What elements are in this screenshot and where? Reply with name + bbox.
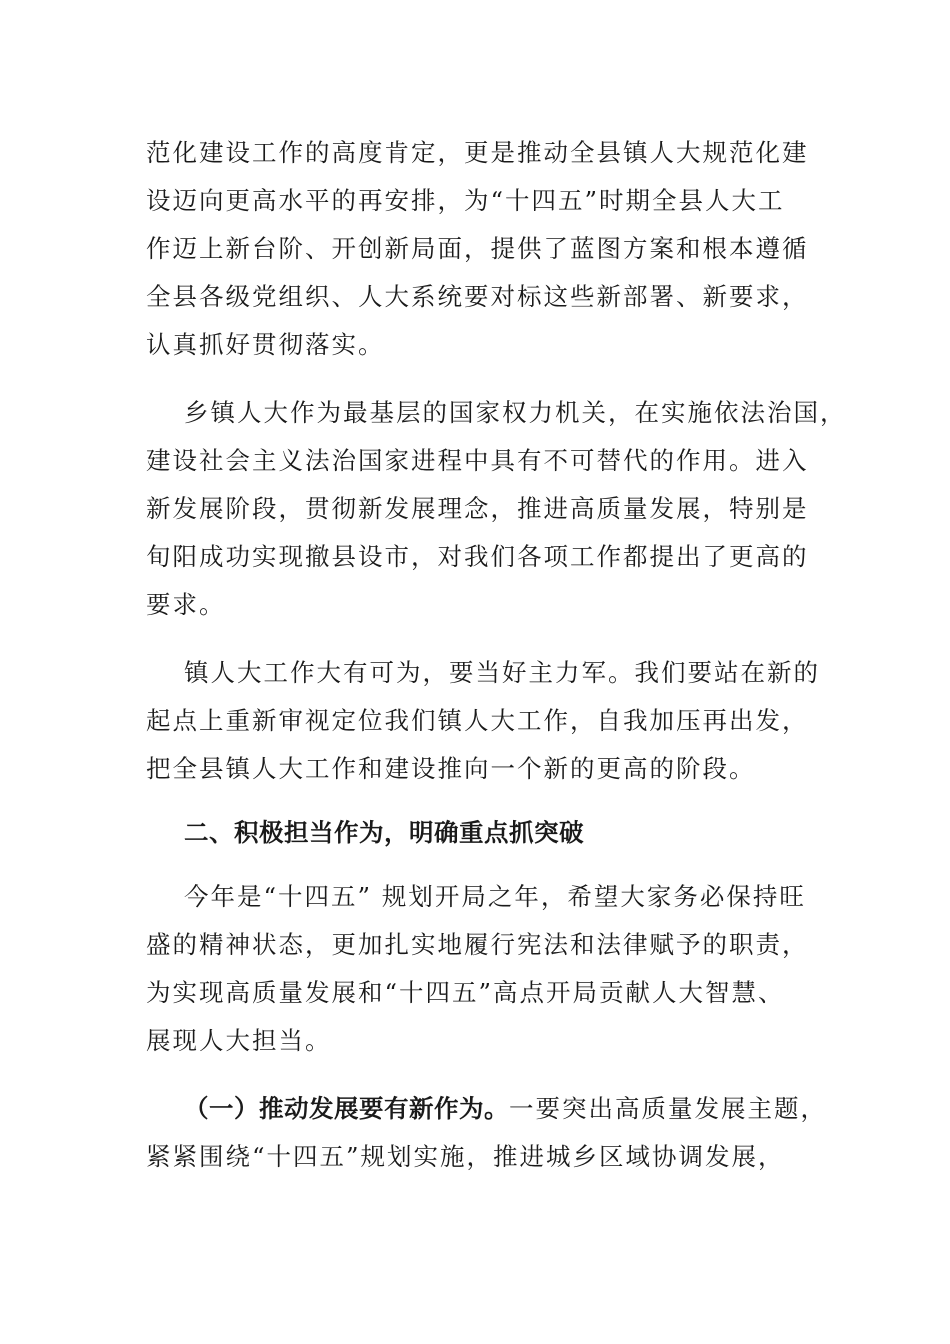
subheading-rest: 一要突出高质量发展主题， <box>509 1094 827 1123</box>
paragraph-line: 盛的精神状态，更加扎实地履行宪法和法律赋予的职责， <box>146 930 809 959</box>
paragraph-line: 设迈向更高水平的再安排，为“十四五”时期全县人大工 <box>146 186 785 215</box>
paragraph-line: 旬阳成功实现撤县设市，对我们各项工作都提出了更高的 <box>146 542 809 571</box>
subheading-bold: （一）推动发展要有新作为。 <box>184 1094 509 1123</box>
paragraph-line: 把全县镇人大工作和建设推向一个新的更高的阶段。 <box>146 754 756 783</box>
paragraph-line: 建设社会主义法治国家进程中具有不可替代的作用。进入 <box>146 446 809 475</box>
paragraph-line: 紧紧围绕“十四五”规划实施，推进城乡区域协调发展， <box>146 1142 785 1171</box>
section-heading: 二、积极担当作为，明确重点抓突破 <box>184 818 584 847</box>
paragraph-line: 乡镇人大作为最基层的国家权力机关，在实施依法治国， <box>184 398 847 427</box>
paragraph-line: 展现人大担当。 <box>146 1026 332 1055</box>
paragraph-line: 起点上重新审视定位我们镇人大工作，自我加压再出发， <box>146 706 809 735</box>
paragraph-line: 要求。 <box>146 590 226 619</box>
paragraph-line: 为实现高质量发展和“十四五”高点开局贡献人大智慧、 <box>146 978 785 1007</box>
paragraph-line: 镇人大工作大有可为，要当好主力军。我们要站在新的 <box>184 658 820 687</box>
paragraph-line: 作迈上新台阶、开创新局面，提供了蓝图方案和根本遵循 <box>146 234 809 263</box>
paragraph-line: 今年是“十四五” 规划开局之年，希望大家务必保持旺 <box>184 882 806 911</box>
paragraph-line: 新发展阶段，贯彻新发展理念，推进高质量发展，特别是 <box>146 494 809 523</box>
subheading-line <box>184 1094 827 1124</box>
paragraph-line: 范化建设工作的高度肯定，更是推动全县镇人大规范化建 <box>146 138 809 167</box>
paragraph-line: 全县各级党组织、人大系统要对标这些新部署、新要求， <box>146 282 809 311</box>
paragraph-line: 认真抓好贯彻落实。 <box>146 330 385 359</box>
